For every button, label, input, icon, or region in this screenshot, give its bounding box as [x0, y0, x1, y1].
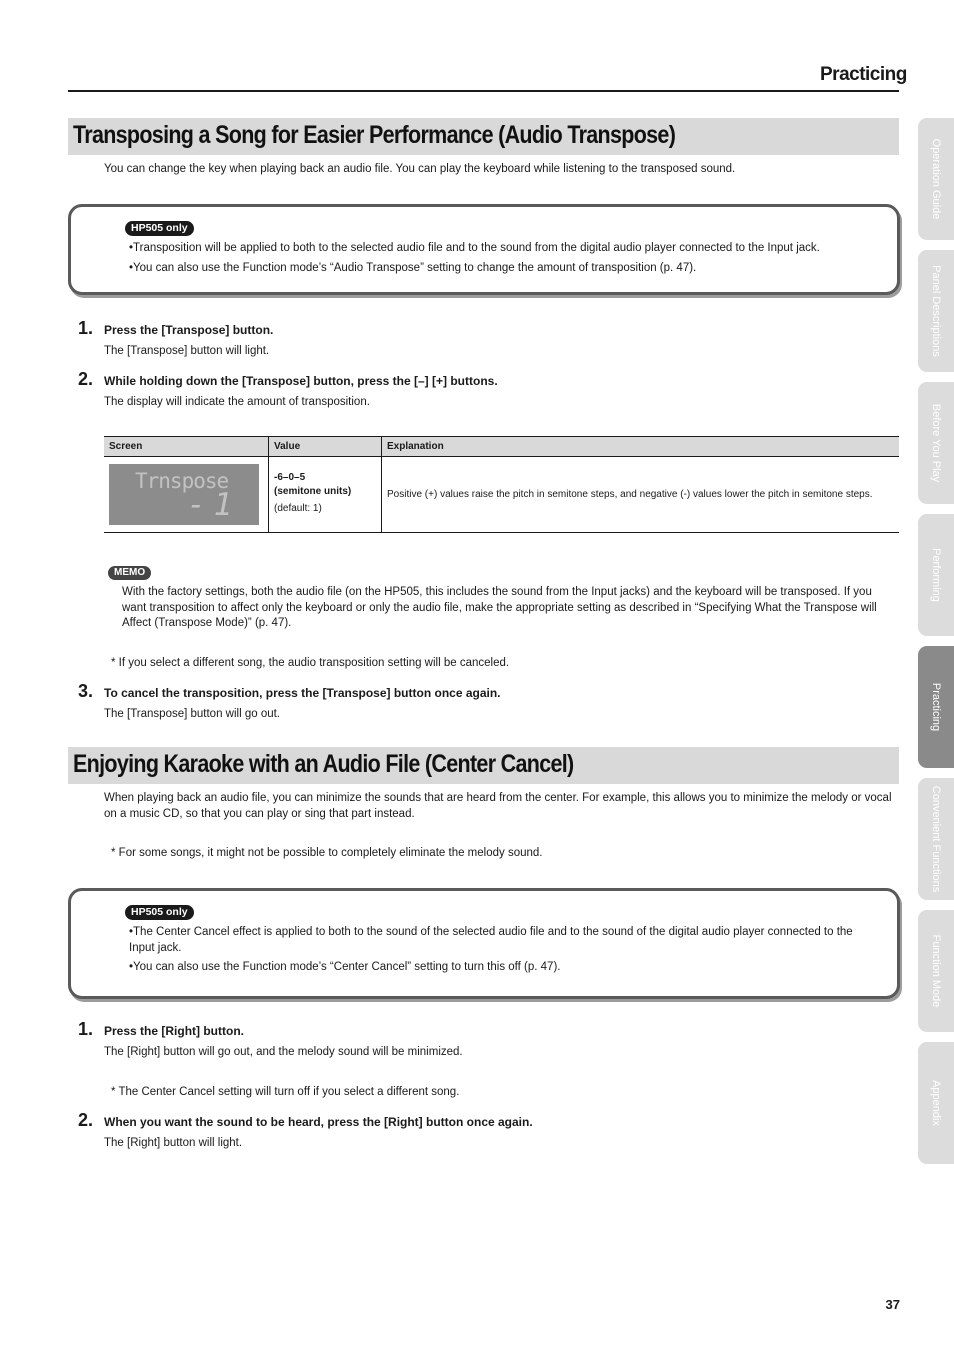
sidebar-tab-practicing[interactable]	[918, 646, 954, 768]
footnote: * The Center Cancel setting will turn off if you select a different song.	[111, 1086, 460, 1098]
sidebar-tab-function-mode[interactable]	[918, 910, 954, 1032]
table-cell-explanation: Positive (+) values raise the pitch in semitone steps, and negative (-) values lower the pitch in semitone steps.	[382, 457, 900, 533]
header-rule	[68, 90, 899, 92]
hp505-badge: HP505 only	[125, 905, 194, 920]
table-cell-value	[269, 457, 382, 533]
step-number: 1.	[78, 318, 94, 338]
step-number: 3.	[78, 681, 94, 701]
step-description: The [Transpose] button will light.	[104, 345, 270, 357]
step-description: The [Right] button will light.	[104, 1137, 243, 1149]
sidebar-tab-panel-descriptions[interactable]	[918, 250, 954, 372]
step-description: The [Right] button will go out, and the melody sound will be minimized.	[104, 1046, 463, 1058]
sidebar-tab-operation-guide[interactable]	[918, 118, 954, 240]
sidebar-tab-label: Convenient Functions	[930, 785, 942, 893]
section-intro: You can change the key when playing back an audio file. You can play the keyboard while listening to the transposed sound.	[104, 163, 736, 175]
step-title: When you want the sound to be heard, press the [Right] button once again.	[104, 1115, 533, 1129]
footnote: * For some songs, it might not be possible to completely eliminate the melody sound.	[111, 847, 543, 859]
sidebar-tab-label: Function Mode	[930, 934, 942, 1008]
note-bullet: •The Center Cancel effect is applied to both to the sound of the selected audio file and to the sound of the digital audio player connected to the Input jack.	[129, 926, 853, 954]
step-title: Press the [Transpose] button.	[104, 323, 274, 337]
step-number: 1.	[78, 1019, 94, 1039]
section-title: Enjoying Karaoke with an Audio File (Center Cancel)	[73, 750, 574, 778]
sidebar-tab-label: Performing	[930, 548, 942, 602]
note-box-hp505	[68, 888, 900, 999]
sidebar-tab-appendix[interactable]	[918, 1042, 954, 1164]
step-description: The display will indicate the amount of transposition.	[104, 396, 370, 408]
footnote: * If you select a different song, the audio transposition setting will be canceled.	[111, 657, 510, 669]
sidebar-tab-label: Appendix	[930, 1080, 942, 1126]
sidebar-tab-label: Panel Descriptions	[930, 265, 942, 357]
table-header-value: Value	[269, 437, 382, 457]
value-unit: (semitone units)	[274, 485, 352, 497]
lcd-line-1: Trnspose	[135, 469, 229, 493]
sidebar-tab-performing[interactable]	[918, 514, 954, 636]
step-title: While holding down the [Transpose] button, press the [–] [+] buttons.	[104, 374, 498, 388]
table-cell-screen	[104, 457, 269, 533]
memo-badge: MEMO	[108, 566, 151, 580]
sidebar-tab-label: Operation Guide	[930, 138, 942, 220]
sidebar-tab-label: Practicing	[930, 682, 942, 732]
note-bullet: •Transposition will be applied to both to the selected audio file and to the sound from the digital audio player connected to the Input jack.	[129, 242, 820, 254]
step-title: To cancel the transposition, press the [Transpose] button once again.	[104, 686, 501, 700]
table-header-screen: Screen	[104, 437, 269, 457]
step-title: Press the [Right] button.	[104, 1024, 244, 1038]
table-header-explanation: Explanation	[382, 437, 900, 457]
value-range: -6–0–5	[274, 471, 306, 483]
section-heading-audio-transpose	[68, 118, 899, 155]
step-number: 2.	[78, 1110, 94, 1130]
sidebar-tab-convenient-functions[interactable]	[918, 778, 954, 900]
chapter-title: Practicing	[820, 64, 907, 85]
section-title: Transposing a Song for Easier Performance (Audio Transpose)	[73, 121, 676, 149]
section-heading-center-cancel	[68, 747, 899, 784]
step-description: The [Transpose] button will go out.	[104, 708, 281, 720]
value-default: (default: 1)	[274, 502, 322, 514]
step-number: 2.	[78, 369, 94, 389]
lcd-line-2: -1	[187, 487, 241, 523]
memo-text: With the factory settings, both the audio file (on the HP505, this includes the sound from the Input jacks) and the keyboard will be transposed. If you want transposition to affect only the keyboard or only the audio file, make the appropriate setting as described in “Specifying What the Transpose will Affect (Transpose Mode)” (p. 47).	[122, 586, 877, 629]
note-bullet: •You can also use the Function mode’s “Audio Transpose” setting to change the amount of transposition (p. 47).	[129, 262, 697, 274]
sidebar-tab-label: Before You Play	[930, 403, 942, 483]
page-number: 37	[885, 1297, 900, 1312]
lcd-display-image	[109, 464, 259, 525]
note-bullet: •You can also use the Function mode’s “Center Cancel” setting to turn this off (p. 47).	[129, 961, 561, 973]
transpose-settings-table	[104, 436, 899, 533]
section-intro: When playing back an audio file, you can minimize the sounds that are heard from the center. For example, this allows you to minimize the melody or vocal on a music CD, so that you can play or sing that part instead.	[104, 792, 892, 820]
note-box-hp505	[68, 204, 900, 295]
sidebar-tab-before-you-play[interactable]	[918, 382, 954, 504]
hp505-badge: HP505 only	[125, 221, 194, 236]
